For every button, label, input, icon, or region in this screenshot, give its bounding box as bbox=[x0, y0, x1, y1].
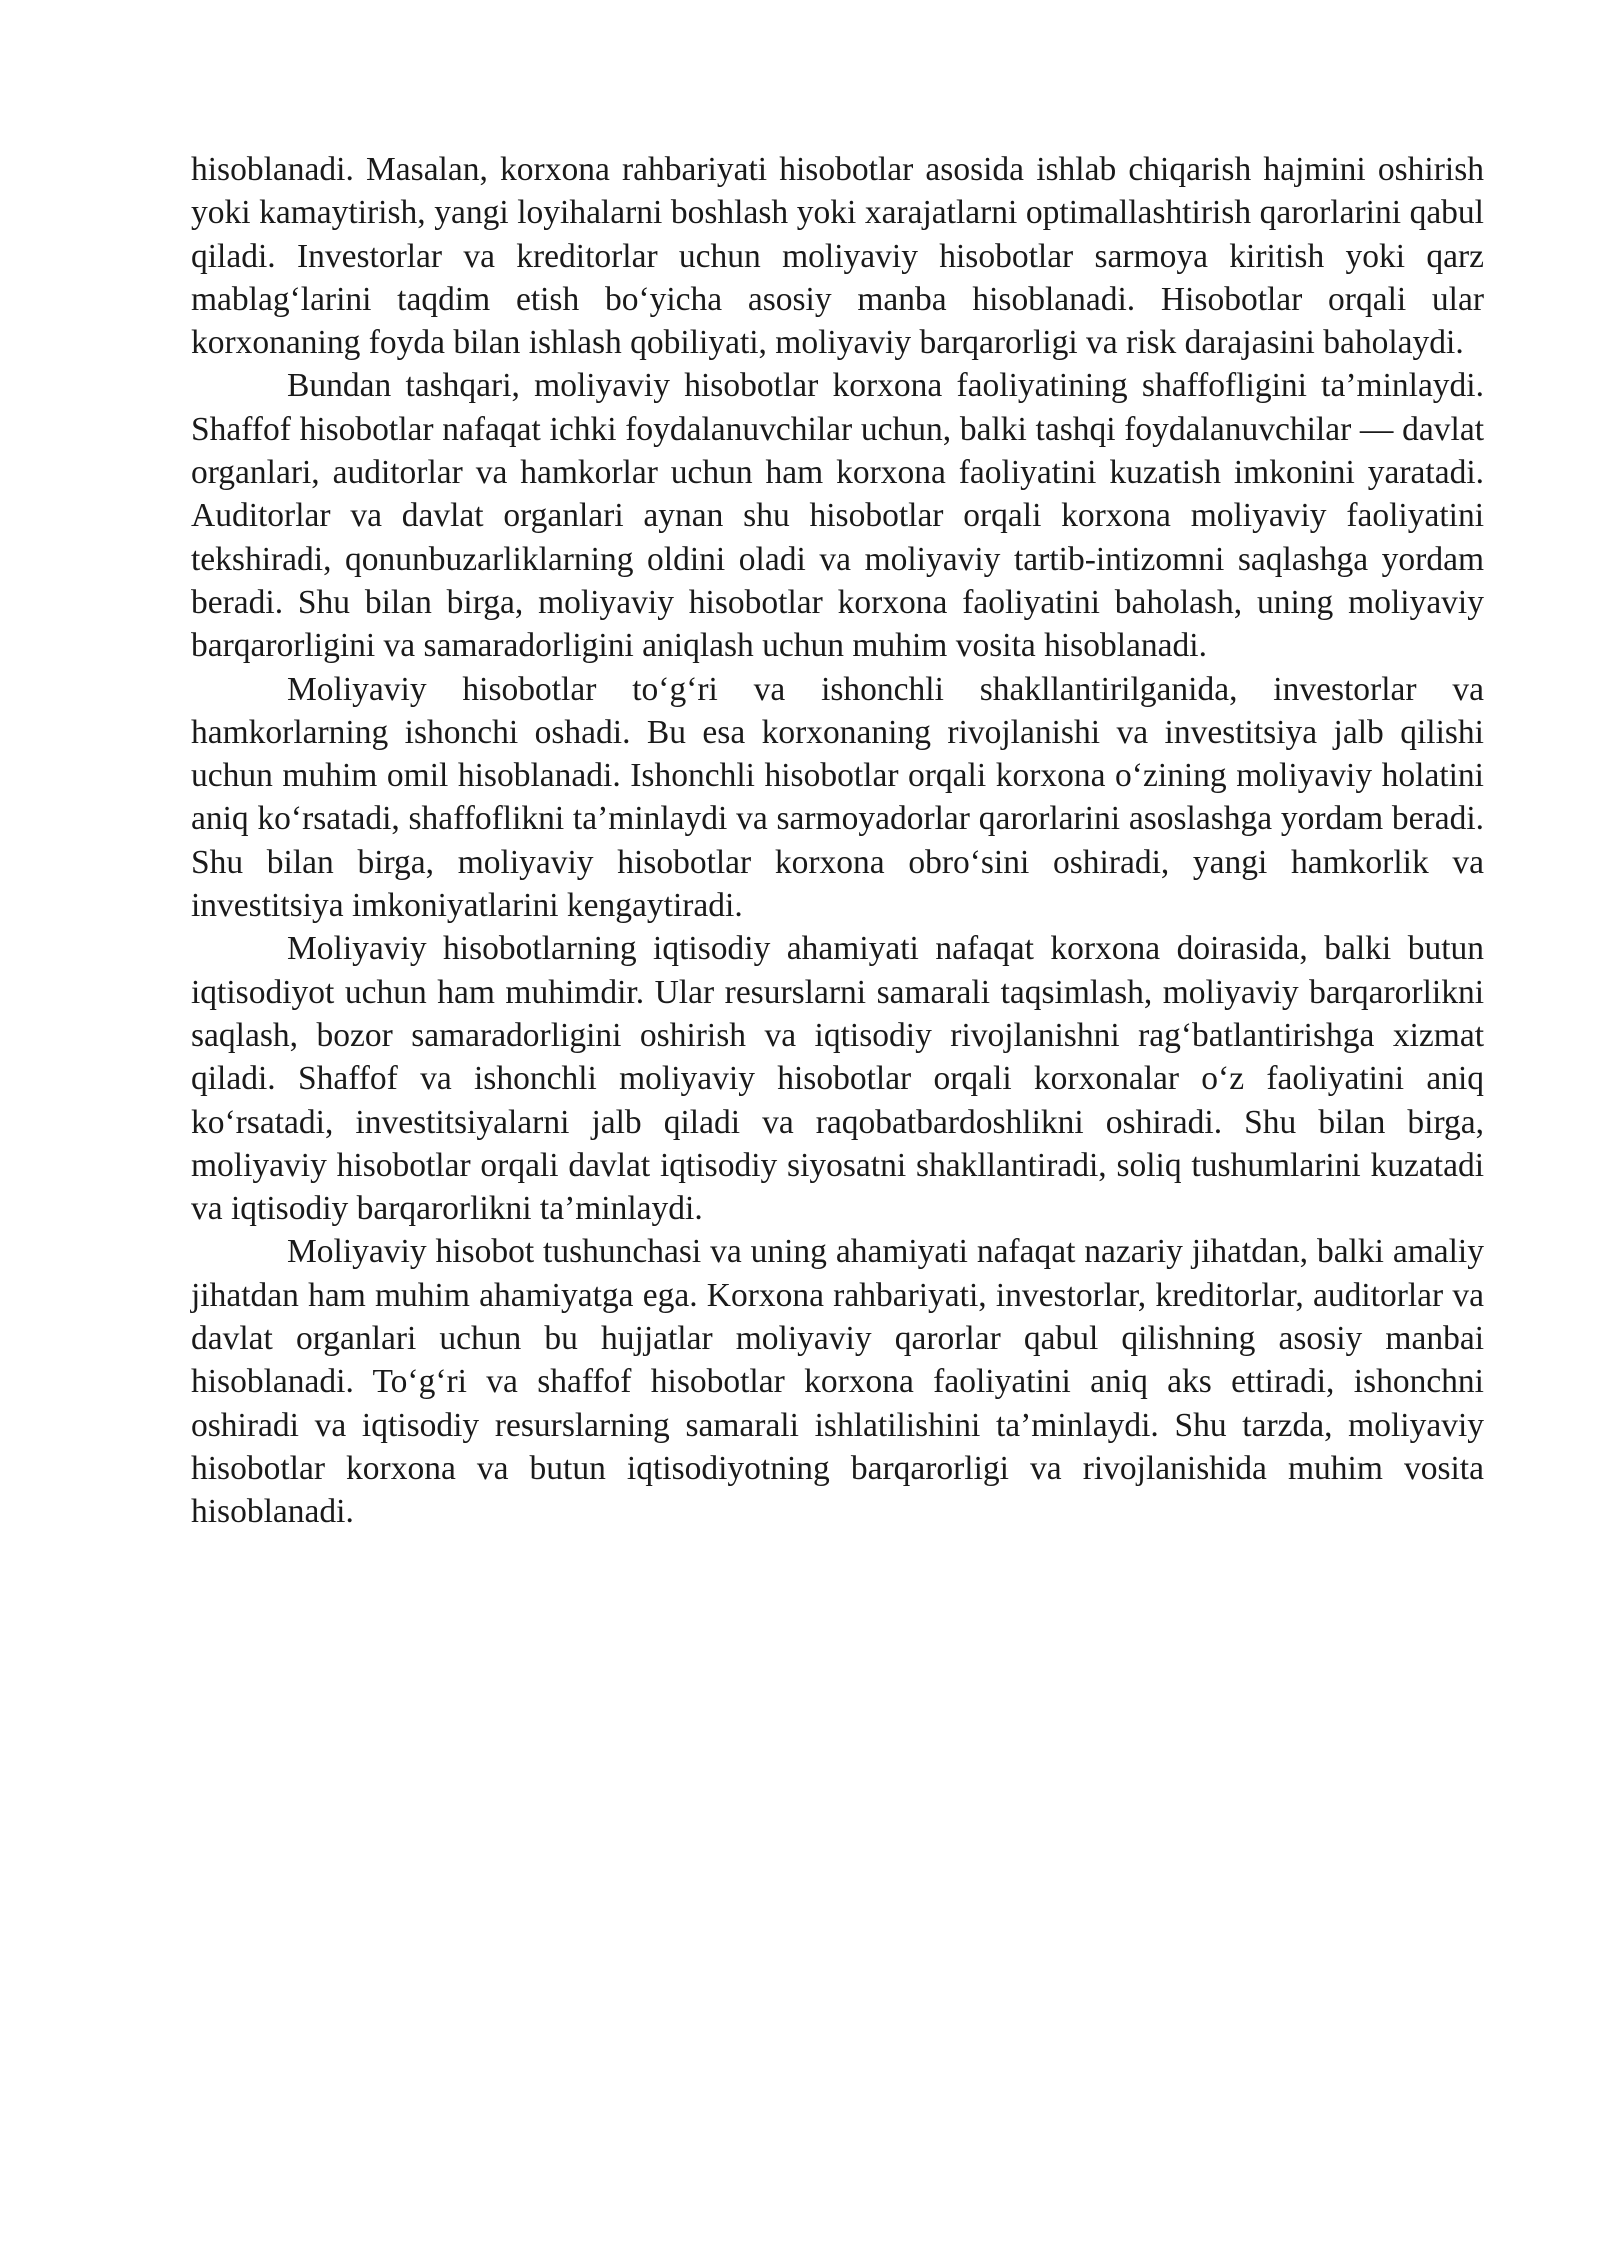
paragraph-transparency: Bundan tashqari, moliyaviy hisobotlar korxona faoliyatining shaffofligini ta’minlaydi. Shaffof hisobotlar nafaqat ichki foydalanuvchilar uchun, balki tashqi foydalanuvchilar — davlat organlari, auditorlar va hamkorlar uchun ham korxona faoliyatini kuzatish imkonini yaratadi. Auditorlar va davlat organlari aynan shu hisobotlar orqali korxona moliyaviy faoliyatini tekshiradi, qonunbuzarliklarning oldini oladi va moliyaviy tartib-intizomni saqlashga yordam beradi. Shu bilan birga, moliyaviy hisobotlar korxona faoliyatini baholash, uning moliyaviy barqarorligini va samaradorligini aniqlash uchun muhim vosita hisoblanadi. bbox=[191, 367, 1484, 665]
paragraph-conclusion: Moliyaviy hisobot tushunchasi va uning ahamiyati nafaqat nazariy jihatdan, balki amaliy jihatdan ham muhim ahamiyatga ega. Korxona rahbariyati, investorlar, kreditorlar, auditorlar va davlat organlari uchun bu hujjatlar moliyaviy qarorlar qabul qilishning asosiy manbai hisoblanadi. To‘g‘ri va shaffof hisobotlar korxona faoliyatini aniq aks ettiradi, ishonchni oshiradi va iqtisodiy resurslarning samarali ishlatilishini ta’minlaydi. Shu tarzda, moliyaviy hisobotlar korxona va butun iqtisodiyotning barqarorligi va rivojlanishida muhim vosita hisoblanadi. bbox=[191, 1233, 1484, 1531]
paragraph-continuation: hisoblanadi. Masalan, korxona rahbariyati hisobotlar asosida ishlab chiqarish hajmini oshirish yoki kamaytirish, yangi loyihalarni boshlash yoki xarajatlarni optimallashtirish qarorlarini qabul qiladi. Investorlar va kreditorlar uchun moliyaviy hisobotlar sarmoya kiritish yoki qarz mablag‘larini taqdim etish bo‘yicha asosiy manba hisoblanadi. Hisobotlar orqali ular korxonaning foyda bilan ishlash qobiliyati, moliyaviy barqarorligi va risk darajasini baholaydi. bbox=[191, 151, 1484, 362]
paragraph-trust: Moliyaviy hisobotlar to‘g‘ri va ishonchli shakllantirilganida, investorlar va hamkorlarning ishonchi oshadi. Bu esa korxonaning rivojlanishi va investitsiya jalb qilishi uchun muhim omil hisoblanadi. Ishonchli hisobotlar orqali korxona o‘zining moliyaviy holatini aniq ko‘rsatadi, shaffoflikni ta’minlaydi va sarmoyadorlar qarorlarini asoslashga yordam beradi. Shu bilan birga, moliyaviy hisobotlar korxona obro‘sini oshiradi, yangi hamkorlik va investitsiya imkoniyatlarini kengaytiradi. bbox=[191, 670, 1484, 925]
paragraph-economic-importance: Moliyaviy hisobotlarning iqtisodiy ahamiyati nafaqat korxona doirasida, balki butun iqtisodiyot uchun ham muhimdir. Ular resurslarni samarali taqsimlash, moliyaviy barqarorlikni saqlash, bozor samaradorligini oshirish va iqtisodiy rivojlanishni rag‘batlantirishga xizmat qiladi. Shaffof va ishonchli moliyaviy hisobotlar orqali korxonalar o‘z faoliyatini aniq ko‘rsatadi, investitsiyalarni jalb qiladi va raqobatbardoshlikni oshiradi. Shu bilan birga, moliyaviy hisobotlar orqali davlat iqtisodiy siyosatni shakllantiradi, soliq tushumlarini kuzatadi va iqtisodiy barqarorlikni ta’minlaydi. bbox=[191, 930, 1484, 1228]
body-text bbox=[191, 148, 1484, 1534]
